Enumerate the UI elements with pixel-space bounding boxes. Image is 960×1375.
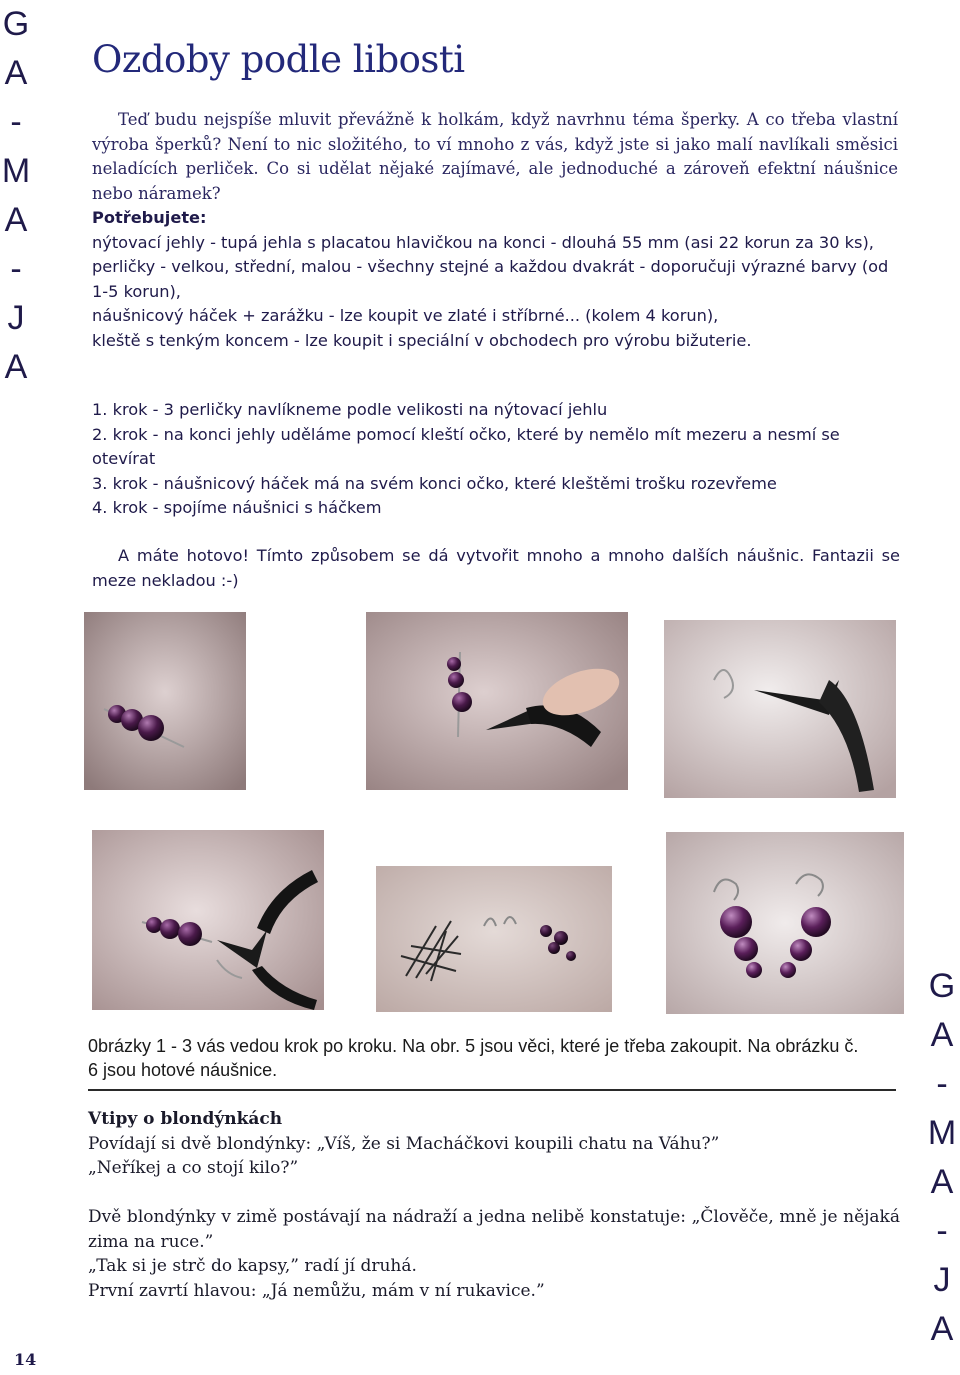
side-letter: A: [4, 348, 28, 386]
side-letter: A: [4, 54, 28, 92]
side-label-right: [926, 962, 958, 1354]
jokes-section: [88, 1107, 900, 1303]
outro-text: A máte hotovo! Tímto způsobem se dá vytvořit mnoho a mnoho dalších náušnic. Fantazii se meze nekladou :-): [92, 546, 900, 590]
spacer: [88, 1181, 900, 1206]
joke-line: „Tak si je strč do kapsy,” radí jí druhá.: [88, 1256, 417, 1276]
photo-step-1: [84, 612, 246, 790]
side-letter: -: [10, 103, 22, 141]
photo-step-3: [664, 620, 896, 798]
needs-section: [92, 206, 900, 353]
intro-paragraph: [92, 108, 898, 206]
photo-supplies: [376, 866, 612, 1012]
steps-section: [92, 398, 900, 521]
side-letter: -: [10, 250, 22, 288]
photo-step-4: [92, 830, 324, 1010]
divider: [88, 1089, 896, 1091]
side-letter: A: [930, 1016, 954, 1054]
side-letter: M: [1, 152, 31, 190]
photo-step-2: [366, 612, 628, 790]
needs-item: nýtovací jehly - tupá jehla s placatou hlavičkou na konci - dlouhá 55 mm (asi 22 korun za 30 ks),: [92, 232, 874, 252]
photo-finished-earrings: [666, 832, 904, 1014]
side-letter: G: [928, 967, 956, 1005]
intro-text: Teď budu nejspíše mluvit převážně k holkám, když navrhnu téma šperky. A co třeba vlastní výroba šperků? Není to nic složitého, to ví mnoho z vás, když jste si jako malí navlíkali směsici neladících perliček. Co si udělat nějaké zajímavé, ale jednoduché a zároveň efektní náušnice nebo náramek?: [92, 110, 898, 203]
side-letter: M: [927, 1114, 957, 1152]
page-number: 14: [14, 1350, 37, 1369]
needs-heading: Potřebujete:: [92, 208, 207, 227]
page-title: Ozdoby podle libosti: [92, 38, 465, 81]
joke-line: Dvě blondýnky v zimě postávají na nádraží a jedna nelibě konstatuje: „Člověče, mně je nějaká zima na ruce.”: [88, 1207, 900, 1252]
outro-paragraph: [92, 544, 900, 593]
side-letter: -: [936, 1065, 948, 1103]
step-item: 2. krok - na konci jehly uděláme pomocí kleští očko, které by nemělo mít mezeru a nesmí se otevírat: [92, 424, 840, 468]
jokes-heading: Vtipy o blondýnkách: [88, 1109, 283, 1129]
joke-line: První zavrtí hlavou: „Já nemůžu, mám v ní rukavice.”: [88, 1280, 545, 1301]
joke-line: Povídají si dvě blondýnky: „Víš, že si Macháčkovi koupili chatu na Váhu?”: [88, 1133, 720, 1154]
side-letter: A: [4, 201, 28, 239]
side-letter: J: [7, 299, 25, 337]
side-letter: G: [2, 5, 30, 43]
needs-item: perličky - velkou, střední, malou - všechny stejné a každou dvakrát - doporučuji výrazné barvy (od 1-5 korun),: [92, 257, 889, 301]
step-item: 1. krok - 3 perličky navlíkneme podle velikosti na nýtovací jehlu: [92, 400, 608, 419]
side-label-left: [0, 0, 32, 392]
step-item: 3. krok - náušnicový háček má na svém konci očko, které kleštěmi trošku rozevřeme: [92, 473, 777, 493]
photo-caption: 0brázky 1 - 3 vás vedou krok po kroku. Na obr. 5 jsou věci, které je třeba zakoupit. Na obrázku č. 6 jsou hotové náušnice.: [88, 1036, 859, 1080]
side-letter: A: [930, 1163, 954, 1201]
joke-line: „Neříkej a co stojí kilo?”: [88, 1158, 299, 1178]
step-item: 4. krok - spojíme náušnici s háčkem: [92, 498, 382, 517]
side-letter: A: [930, 1310, 954, 1348]
side-letter: J: [933, 1261, 951, 1299]
needs-item: kleště s tenkým koncem - lze koupit i speciální v obchodech pro výrobu bižuterie.: [92, 330, 752, 350]
needs-item: náušnicový háček + zarážku - lze koupit ve zlaté i stříbrné... (kolem 4 korun),: [92, 306, 719, 325]
side-letter: -: [936, 1212, 948, 1250]
